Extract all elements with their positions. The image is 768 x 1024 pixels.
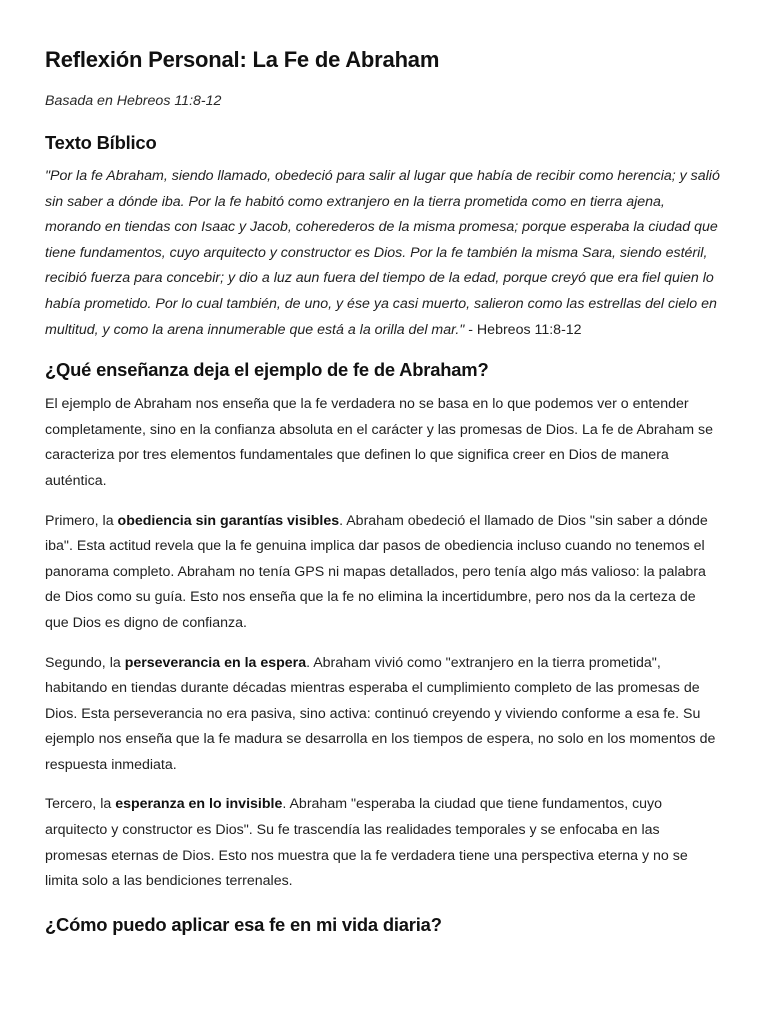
- point-emphasis: esperanza en lo invisible: [115, 796, 283, 813]
- point-text: . Abraham obedeció el llamado de Dios "sin saber a dónde iba". Esta actitud revela que la fe genuina implica dar pasos de obediencia incluso cuando no tenemos el panorama completo. Abraham no tenía GPS ni mapas detallados, pero tenía algo más valioso: la palabra de Dios como su guía. Esto nos enseña que la fe no elimina la incertidumbre, pero nos da la certeza de que Dios es digno de confianza.: [45, 512, 708, 631]
- teaching-point-third: [45, 792, 723, 894]
- biblical-quote: "Por la fe Abraham, siendo llamado, obedeció para salir al lugar que había de recibir como herencia; y salió sin saber a dónde iba. Por la fe habitó como extranjero en la tierra prometida como en tierra ajena, morando en tiendas con Isaac y Jacob, coherederos de la misma promesa; porque esperaba la ciudad que tiene fundamentos, cuyo arquitecto y constructor es Dios. Por la fe también la misma Sara, siendo estéril, recibió fuerza para concebir; y dio a luz aun fuera del tiempo de la edad, porque creyó que era fiel quien lo había prometido. Por lo cual también, de uno, y ése ya casi muerto, salieron como las estrellas del cielo en multitud, y como la arena innumerable que está a la orilla del mar.": [45, 168, 720, 338]
- point-lead: Primero, la: [45, 512, 118, 529]
- page-title: Reflexión Personal: La Fe de Abraham: [45, 47, 440, 72]
- point-lead: Tercero, la: [45, 796, 116, 813]
- biblical-quote-paragraph: [45, 164, 723, 343]
- point-text: . Abraham "esperaba la ciudad que tiene fundamentos, cuyo arquitecto y constructor es Dios". Su fe trascendía las realidades temporales y se enfocaba en las promesas eternas de Dios. Esto nos muestra que la fe verdadera tiene una perspectiva eterna y no se limita solo a las bendiciones terrenales.: [45, 796, 688, 890]
- point-text: . Abraham vivió como "extranjero en la tierra prometida", habitando en tiendas durante décadas mientras esperaba el cumplimiento completo de las promesas de Dios. Esta perseverancia no era pasiva, sino activa: continuó creyendo y viviendo conforme a esa fe. Su ejemplo nos enseña que la fe madura se desarrolla en los tiempos de espera, no solo en los momentos de respuesta inmediata.: [45, 654, 716, 773]
- point-emphasis: perseverancia en la espera: [124, 654, 307, 671]
- point-lead: Segundo, la: [45, 654, 125, 671]
- application-heading: ¿Cómo puedo aplicar esa fe en mi vida diaria?: [45, 913, 442, 935]
- teaching-point-second: [45, 651, 723, 779]
- biblical-reference: - Hebreos 11:8-12: [464, 321, 582, 338]
- page-subtitle: Basada en Hebreos 11:8-12: [45, 93, 222, 109]
- point-emphasis: obediencia sin garantías visibles: [117, 512, 340, 529]
- teaching-intro-paragraph: El ejemplo de Abraham nos enseña que la fe verdadera no se basa en lo que podemos ver o entender completamente, sino en la confianza absoluta en el carácter y las promesas de Dios. La fe de Abraham se caracteriza por tres elementos fundamentales que definen lo que significa creer en Dios de manera auténtica.: [45, 396, 713, 489]
- teaching-point-first: [45, 509, 723, 637]
- teaching-heading: ¿Qué enseñanza deja el ejemplo de fe de Abraham?: [45, 359, 489, 381]
- biblical-text-heading: Texto Bíblico: [45, 132, 157, 153]
